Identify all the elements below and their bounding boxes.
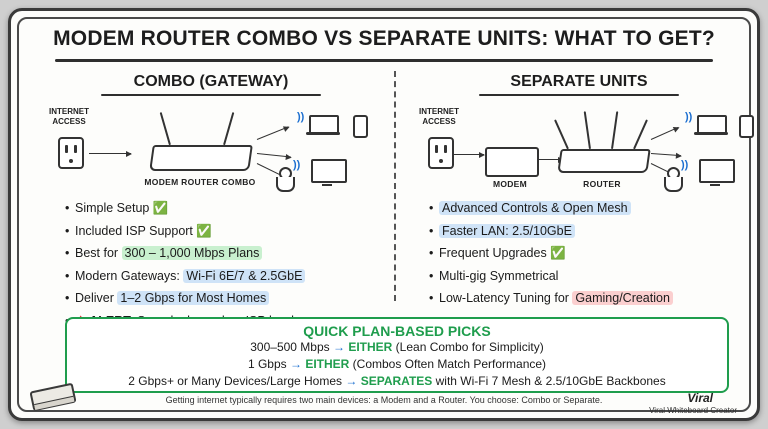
bullet-highlight: 1–2 Gbps for Most Homes bbox=[117, 291, 269, 305]
bullet-text: Frequent Upgrades bbox=[439, 246, 551, 260]
page-title: MODEM ROUTER COMBO VS SEPARATE UNITS: WHAT TO GET? bbox=[53, 27, 715, 50]
footer-note: Getting internet typically requires two main devices: a Modem and a Router. You choose: Combo or Separate. bbox=[165, 395, 603, 405]
combo-bullet-list bbox=[65, 199, 385, 334]
title-underline bbox=[55, 59, 713, 62]
separate-internet-access-label: INTERNET ACCESS bbox=[419, 107, 459, 126]
combo-column-heading bbox=[101, 73, 321, 96]
bullet-highlight: Faster LAN: 2.5/10GbE bbox=[439, 224, 575, 238]
bullet-dot-icon: • bbox=[429, 246, 434, 260]
pick-arrow-icon: → bbox=[289, 357, 306, 371]
combo-wifi-signal-top-icon: )) bbox=[297, 111, 305, 123]
bullet-text: Best for bbox=[75, 246, 122, 260]
pick-speed-label: 1 Gbps bbox=[247, 357, 290, 371]
combo-heading-underline bbox=[101, 94, 321, 96]
separate-heading-underline bbox=[479, 94, 679, 96]
separate-phone-icon bbox=[739, 115, 754, 138]
separate-wifi-signal-bottom-icon: )) bbox=[681, 159, 689, 171]
combo-bullet-item bbox=[65, 289, 385, 309]
pick-speed-label: 2 Gbps+ or Many Devices/Large Homes bbox=[128, 374, 346, 388]
pick-choice: EITHER bbox=[305, 357, 353, 371]
separate-router-caption: ROUTER bbox=[583, 179, 621, 189]
bullet-dot-icon: • bbox=[65, 246, 70, 260]
combo-internet-access-label: INTERNET ACCESS bbox=[49, 107, 89, 126]
combo-phone-icon bbox=[353, 115, 368, 138]
separate-bullet-item bbox=[429, 267, 749, 287]
bullet-dot-icon: • bbox=[429, 201, 434, 215]
bullet-dot-icon: • bbox=[429, 291, 434, 305]
combo-wifi-signal-bottom-icon: )) bbox=[293, 159, 301, 171]
quick-pick-row bbox=[67, 356, 727, 373]
combo-bullet-item bbox=[65, 222, 385, 242]
separate-heading-text: SEPARATE UNITS bbox=[510, 73, 648, 90]
bullet-text: Modern Gateways: bbox=[75, 268, 184, 283]
pick-note: with Wi-Fi 7 Mesh & 2.5/10GbE Backbones bbox=[435, 374, 666, 388]
pick-speed-label: 300–500 Mbps bbox=[250, 340, 333, 354]
bullet-text: Multi-gig Symmetrical bbox=[439, 268, 559, 283]
pick-note: (Combos Often Match Performance) bbox=[352, 357, 547, 371]
bullet-text: Simple Setup bbox=[75, 201, 153, 215]
bullet-highlight: Advanced Controls & Open Mesh bbox=[439, 201, 631, 215]
bullet-dot-icon: • bbox=[65, 201, 70, 215]
credit-label: Viral Whiteboard Creator bbox=[649, 406, 737, 415]
pick-arrow-icon: → bbox=[345, 374, 361, 388]
bullet-text: Deliver bbox=[75, 291, 118, 305]
pick-note: (Lean Combo for Simplicity) bbox=[395, 340, 544, 354]
separate-router-body-icon bbox=[557, 149, 650, 173]
combo-arrow-outlet-to-device bbox=[89, 153, 131, 154]
check-icon: ✅ bbox=[152, 201, 169, 215]
whiteboard bbox=[8, 8, 760, 421]
combo-heading-text: COMBO (GATEWAY) bbox=[133, 73, 289, 90]
separate-column-heading bbox=[479, 73, 679, 96]
bullet-highlight: Wi-Fi 6E/7 & 2.5GbE bbox=[183, 269, 305, 283]
bullet-highlight: 300 – 1,000 Mbps Plans bbox=[122, 246, 263, 260]
combo-router-body-icon bbox=[149, 145, 253, 171]
bullet-dot-icon: • bbox=[65, 291, 70, 305]
signature: Viral bbox=[687, 391, 713, 405]
separate-bullet-item bbox=[429, 289, 749, 309]
quick-picks-box bbox=[65, 317, 729, 393]
pick-choice: EITHER bbox=[348, 340, 396, 354]
check-icon: ✅ bbox=[196, 223, 212, 238]
check-icon: ✅ bbox=[550, 246, 566, 260]
quick-picks-title: QUICK PLAN-BASED PICKS bbox=[303, 323, 491, 339]
combo-power-outlet-icon bbox=[58, 137, 84, 169]
separate-bullet-item bbox=[429, 199, 749, 219]
combo-bullet-item bbox=[65, 199, 385, 219]
combo-bullet-item bbox=[65, 267, 385, 287]
separate-bullet-item bbox=[429, 222, 749, 242]
bullet-dot-icon: • bbox=[429, 223, 434, 238]
separate-modem-icon bbox=[485, 147, 539, 177]
column-divider bbox=[394, 71, 396, 301]
bullet-dot-icon: • bbox=[65, 268, 70, 283]
bullet-text: Low-Latency Tuning for bbox=[439, 291, 573, 305]
quick-pick-row bbox=[67, 373, 727, 390]
combo-bullet-item bbox=[65, 244, 385, 264]
pick-choice: SEPARATES bbox=[360, 374, 436, 388]
separate-bullet-item bbox=[429, 244, 749, 264]
bullet-dot-icon: • bbox=[429, 268, 434, 283]
bullet-dot-icon: • bbox=[65, 223, 70, 238]
separate-arrow-outlet-to-modem bbox=[454, 154, 484, 155]
bullet-text: Included ISP Support bbox=[75, 223, 197, 238]
separate-wifi-signal-top-icon: )) bbox=[685, 111, 693, 123]
pick-arrow-icon: → bbox=[332, 340, 349, 354]
separate-modem-caption: MODEM bbox=[492, 179, 528, 189]
quick-pick-row bbox=[67, 339, 727, 356]
quick-picks-rows bbox=[67, 339, 727, 390]
bullet-highlight: Gaming/Creation bbox=[572, 291, 673, 305]
separate-bullet-list bbox=[429, 199, 749, 312]
combo-device-caption: MODEM ROUTER COMBO bbox=[144, 177, 256, 187]
separate-power-outlet-icon bbox=[428, 137, 454, 169]
